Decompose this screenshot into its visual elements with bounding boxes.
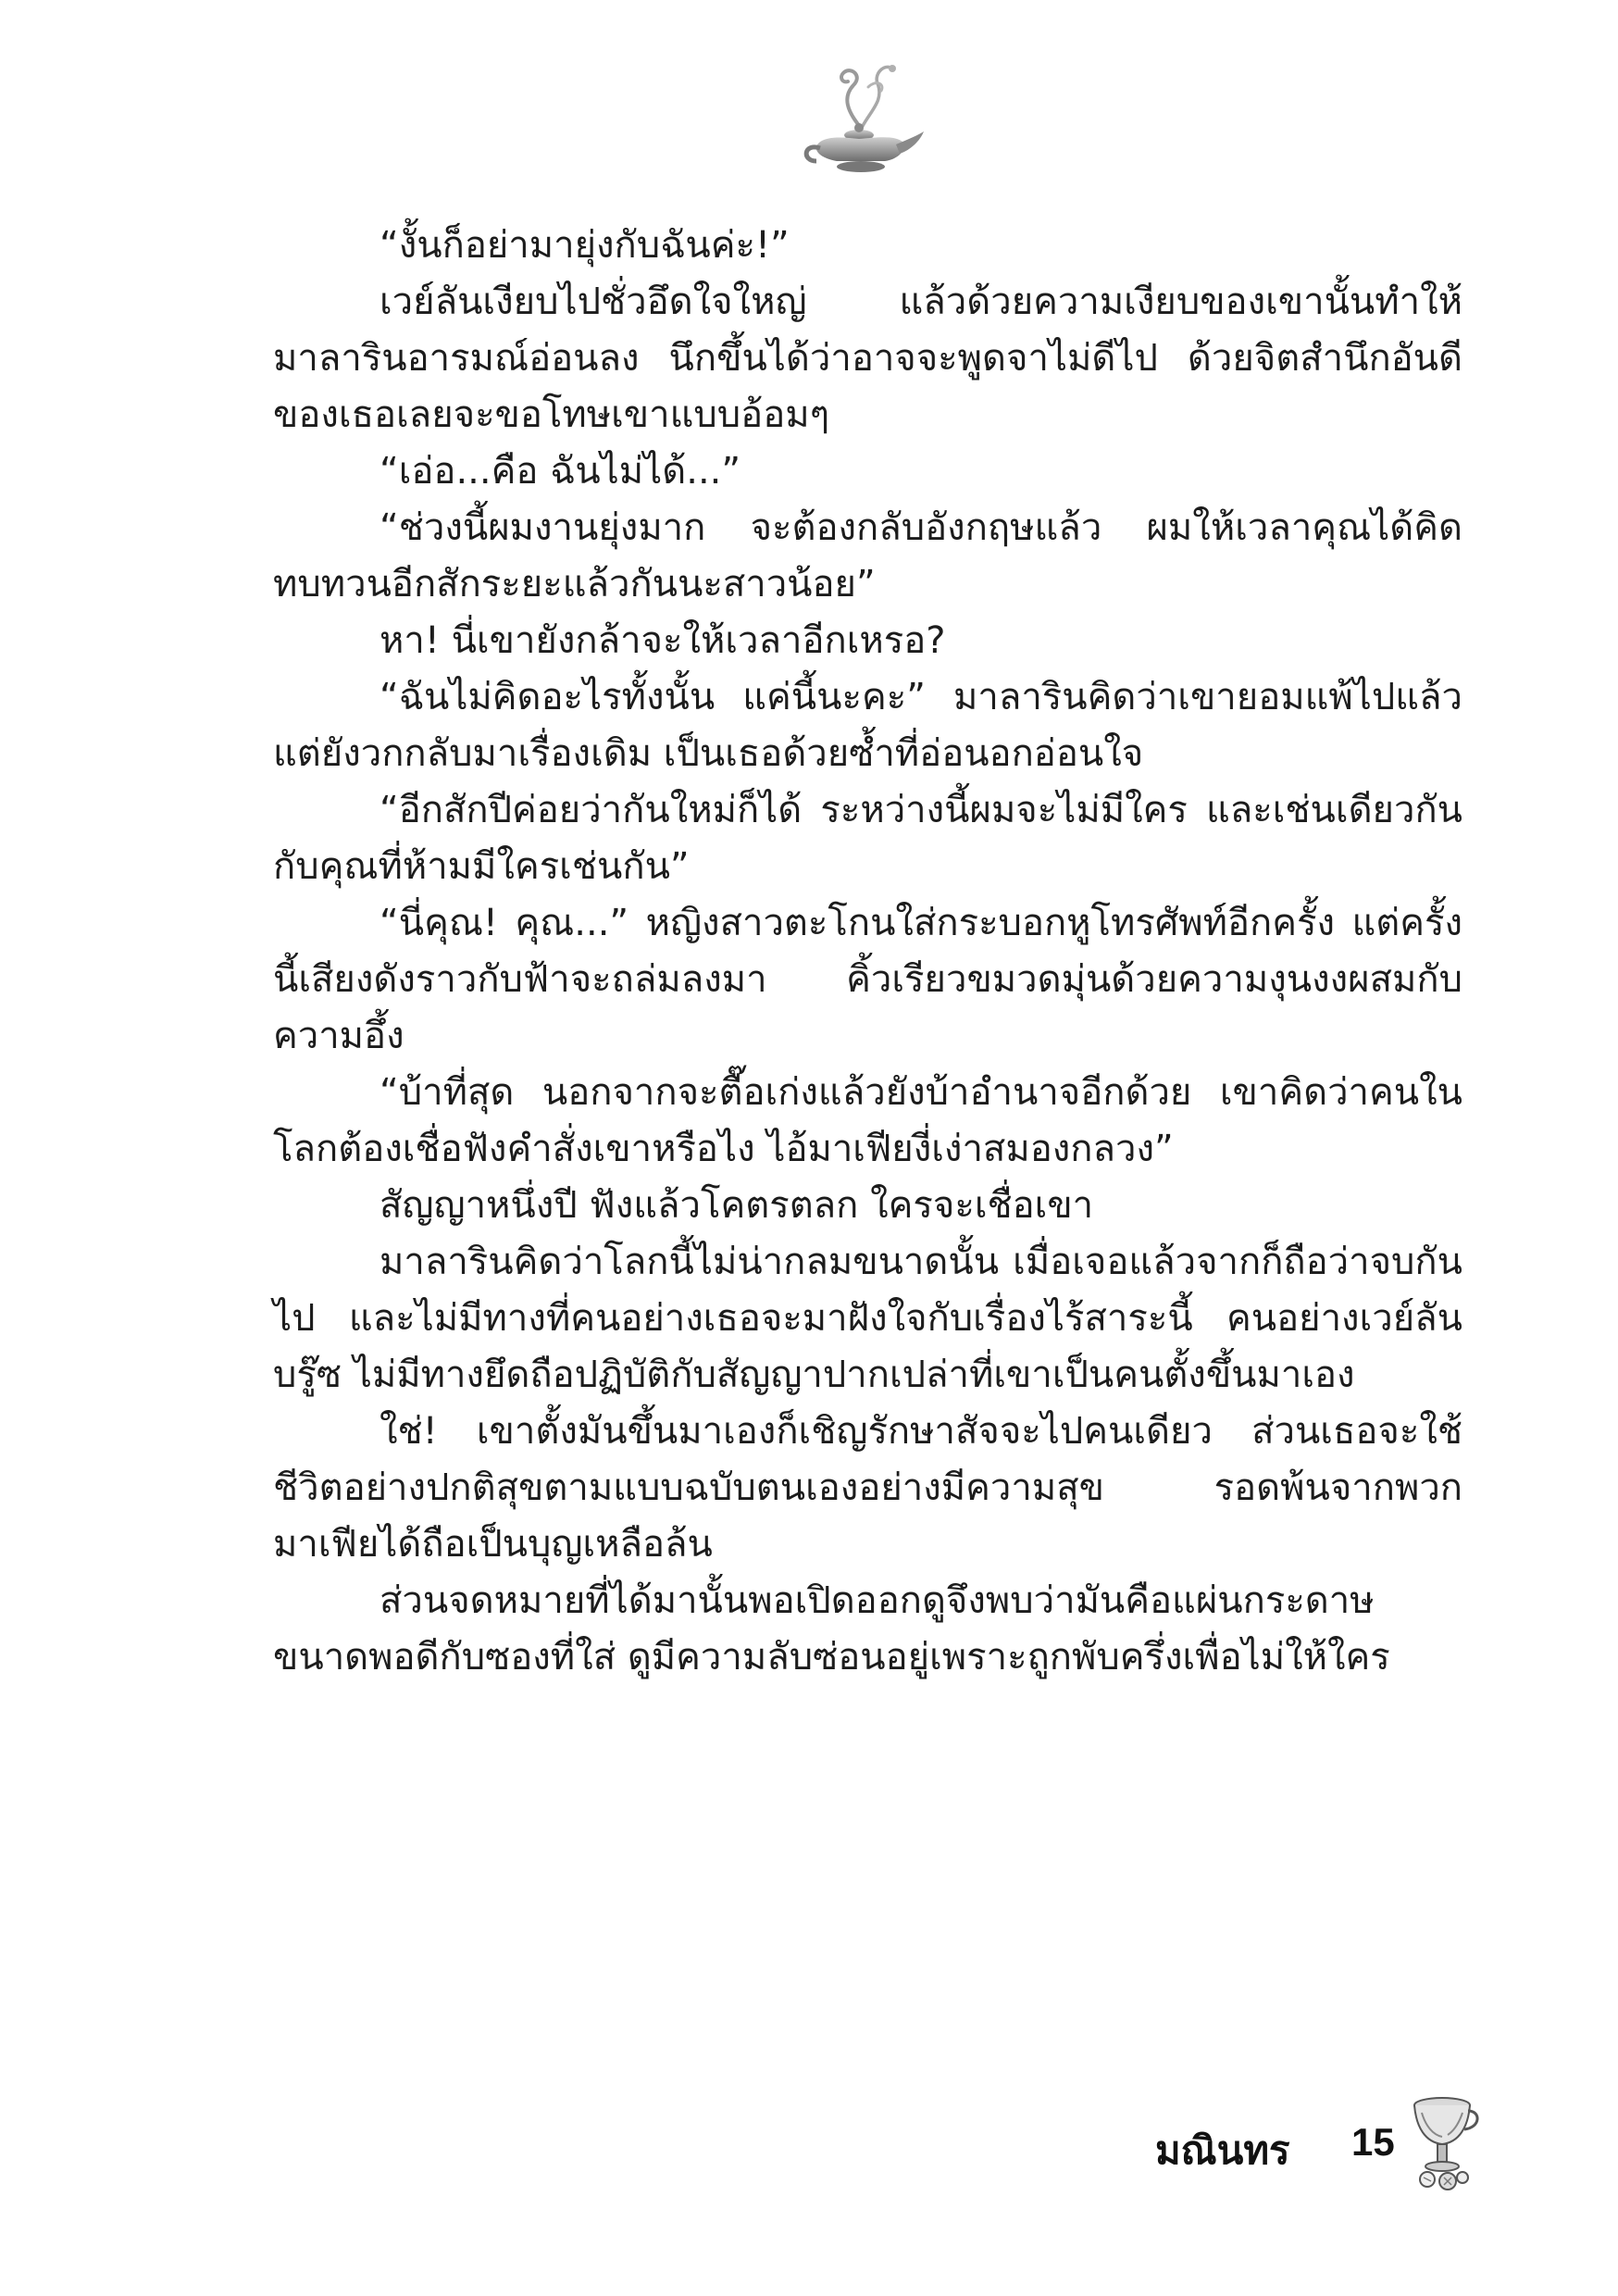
paragraph-13: ส่วนจดหมายที่ได้มานั้นพอเปิดออกดูจึงพบว่ามันคือแผ่นกระดาษขนาดพอดีกับซองที่ใส่ ดูมีความลับซ่อนอยู่เพราะถูกพับครึ่งเพื่อไม่ให้ใคร (273, 1579, 1390, 1678)
footer-author: มณินทร (1155, 2128, 1290, 2173)
paragraph-4: “ช่วงนี้ผมงานยุ่งมาก จะต้องกลับอังกฤษแล้ว ผมให้เวลาคุณได้คิดทบทวนอีกสักระยะแล้วกันนะสาวน้อย” (273, 506, 1462, 605)
paragraph-12: ใช่! เขาตั้งมันขึ้นมาเองก็เชิญรักษาสัจจะไปคนเดียว ส่วนเธอจะใช้ชีวิตอย่างปกติสุขตามแบบฉบับตนเองอย่างมีความสุข รอดพ้นจากพวกมาเฟียได้ถือเป็นบุญเหลือล้น (273, 1410, 1462, 1566)
paragraph-11: มาลารินคิดว่าโลกนี้ไม่น่ากลมขนาดนั้น เมื่อเจอแล้วจากก็ถือว่าจบกันไป และไม่มีทางที่คนอย่างเธอจะมาฝังใจกับเรื่องไร้สาระนี้ คนอย่างเวย์ลัน บรู๊ซ ไม่มีทางยึดถือปฏิบัติกับสัญญาปากเปล่าที่เขาเป็นคนตั้งขึ้นมาเอง (273, 1241, 1462, 1396)
page-number: 15 (1351, 2120, 1395, 2164)
paragraph-9: “บ้าที่สุด นอกจากจะตื๊อเก่งแล้วยังบ้าอำนาจอีกด้วย เขาคิดว่าคนในโลกต้องเชื่อฟังคำสั่งเขาหรือไง ไอ้มาเฟียงี่เง่าสมองกลวง” (273, 1071, 1462, 1170)
paragraph-5: หา! นี่เขายังกล้าจะให้เวลาอีกเหรอ? (380, 619, 946, 662)
page-footer (1129, 2092, 1481, 2203)
paragraph-1: “งั้นก็อย่ามายุ่งกับฉันค่ะ!” (380, 224, 790, 267)
teacup-ornament-icon (1407, 2092, 1481, 2194)
paragraph-10: สัญญาหนึ่งปี ฟังแล้วโคตรตลก ใครจะเชื่อเขา (380, 1184, 1094, 1227)
paragraph-6: “ฉันไม่คิดอะไรทั้งนั้น แค่นี้นะคะ” มาลารินคิดว่าเขายอมแพ้ไปแล้ว แต่ยังวกกลับมาเรื่องเดิม เป็นเธอด้วยซ้ำที่อ่อนอกอ่อนใจ (273, 676, 1462, 775)
paragraph-7: “อีกสักปีค่อยว่ากันใหม่ก็ได้ ระหว่างนี้ผมจะไม่มีใคร และเช่นเดียวกันกับคุณที่ห้ามมีใครเช่นกัน” (273, 789, 1462, 888)
paragraph-8: “นี่คุณ! คุณ...” หญิงสาวตะโกนใส่กระบอกหูโทรศัพท์อีกครั้ง แต่ครั้งนี้เสียงดังราวกับฟ้าจะถล่มลงมา คิ้วเรียวขมวดมุ่นด้วยความงุนงงผสมกับความอึ้ง (273, 902, 1462, 1057)
paragraph-2: เวย์ลันเงียบไปชั่วอึดใจใหญ่ แล้วด้วยความเงียบของเขานั้นทำให้มาลารินอารมณ์อ่อนลง นึกขึ้นได้ว่าอาจจะพูดจาไม่ดีไป ด้วยจิตสำนึกอันดีของเธอเลยจะขอโทษเขาแบบอ้อมๆ (273, 281, 1462, 436)
paragraph-3: “เอ่อ...คือ ฉันไม่ได้...” (380, 450, 741, 493)
magic-lamp-ornament-icon (796, 46, 926, 185)
body-text (273, 218, 1462, 1686)
